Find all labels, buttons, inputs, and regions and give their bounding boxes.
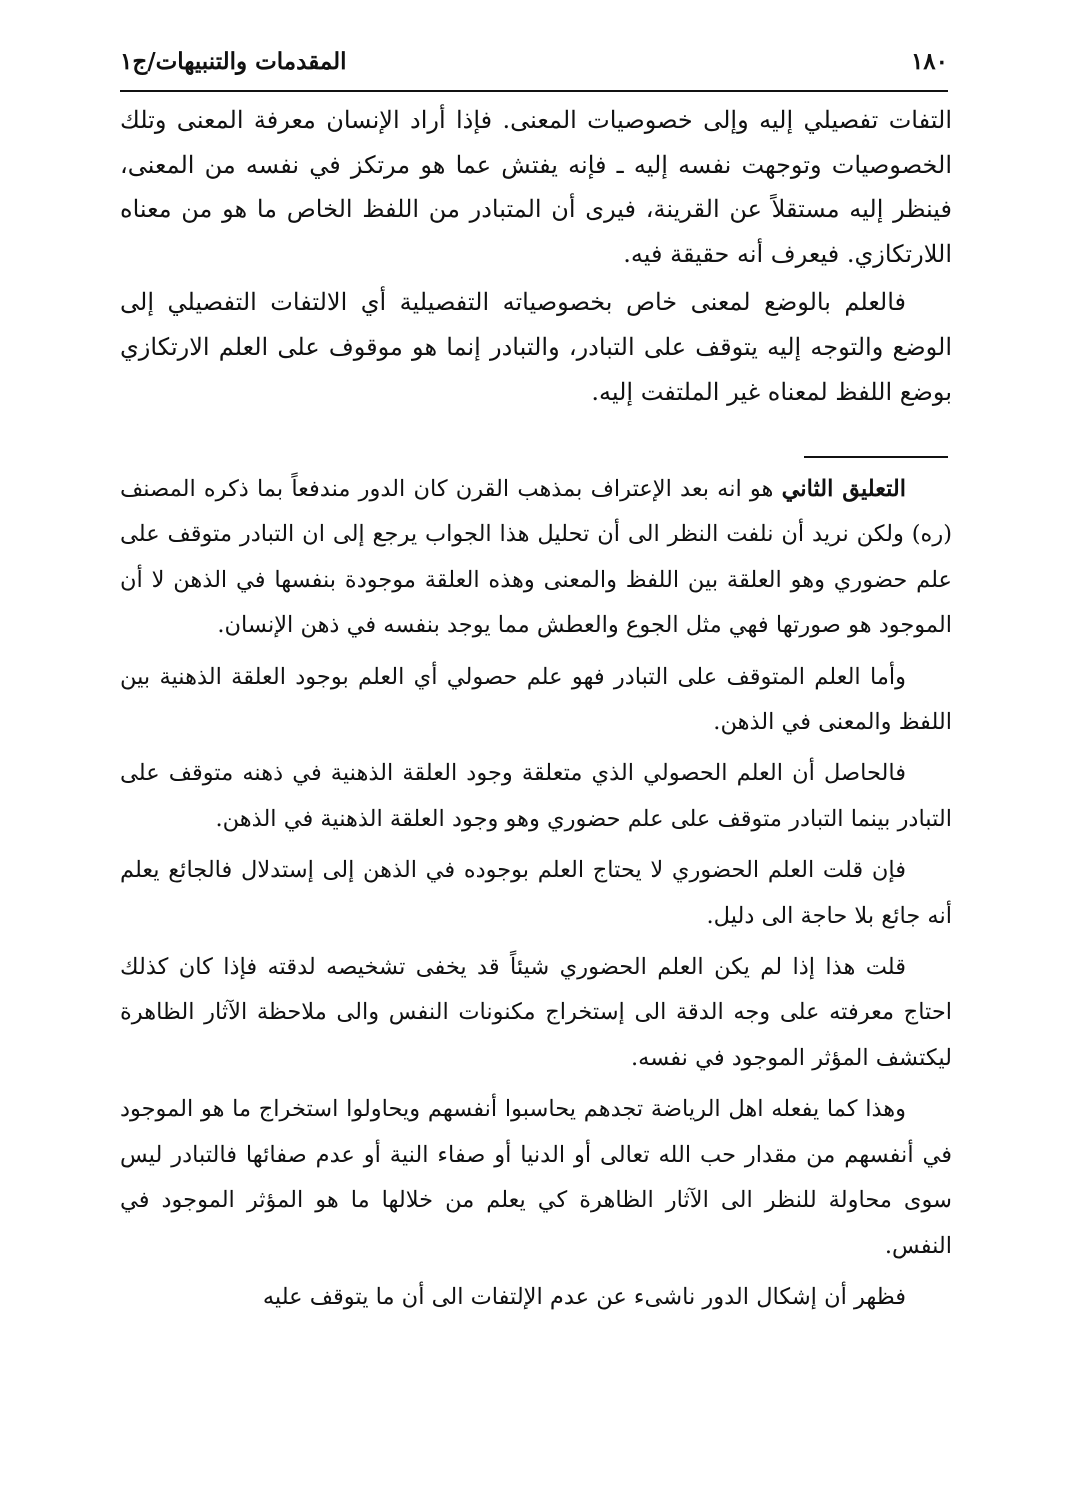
commentary-paragraph-5: قلت هذا إذا لم يكن العلم الحضوري شيئاً قد يخفى تشخيصه لدقته فإذا كان كذلك احتاج معرفته على وجه الدقة الى إستخراج مكنونات النفس والى ملاحظة الآثار الظاهرة ليكتشف المؤثر الموجود في نفسه. xyxy=(120,954,952,1071)
commentary-heading: التعليق الثاني xyxy=(781,476,906,502)
running-title: المقدمات والتنبيهات/ج١ xyxy=(120,47,347,75)
commentary-paragraph-7: فظهر أن إشكال الدور ناشىء عن عدم الإلتفات الى أن ما يتوقف عليه xyxy=(262,1283,906,1310)
main-text xyxy=(120,98,952,414)
page-header xyxy=(120,40,948,82)
commentary-paragraph-1 xyxy=(120,467,952,649)
commentary-paragraph-1-text: هو انه بعد الإعتراف بمذهب القرن كان الدور مندفعاً بما ذكره المصنف (ره) ولكن نريد أن نلفت النظر الى أن تحليل هذا الجواب يرجع إلى ان التبادر متوقف على علم حضوري وهو العلقة بين اللفظ والمعنى وهذه العلقة موجودة بنفسها في الذهن لا أن الموجود هو صورتها فهي مثل الجوع والعطش مما يوجد بنفسه في ذهن الإنسان. xyxy=(120,476,952,639)
main-paragraph-1: التفات تفصيلي إليه وإلى خصوصيات المعنى. فإذا أراد الإنسان معرفة المعنى وتلك الخصوصيات وتوجهت نفسه إليه ـ فإنه يفتش عما هو مرتكز في نفسه من المعنى، فينظر إليه مستقلاً عن القرينة، فيرى أن المتبادر من اللفظ الخاص ما هو من معناه اللارتكازي. فيعرف أنه حقيقة فيه. xyxy=(120,106,952,268)
page-number: ١٨٠ xyxy=(910,47,948,75)
commentary-paragraph-4: فإن قلت العلم الحضوري لا يحتاج العلم بوجوده في الذهن إلى إستدلال فالجائع يعلم أنه جائع بلا حاجة الى دليل. xyxy=(120,857,952,929)
commentary-paragraph-6: وهذا كما يفعله اهل الرياضة تجدهم يحاسبوا أنفسهم ويحاولوا استخراج ما هو الموجود في أنفسهم من مقدار حب الله تعالى أو الدنيا أو صفاء النية أو عدم صفائها فالتبادر ليس سوى محاولة للنظر الى الآثار الظاهرة كي يعلم من خلالها ما هو المؤثر الموجود في النفس. xyxy=(120,1096,952,1259)
main-paragraph-2: فالعلم بالوضع لمعنى خاص بخصوصياته التفصيلية أي الالتفات التفصيلي إلى الوضع والتوجه إليه يتوقف على التبادر، والتبادر إنما هو موقوف على العلم الارتكازي بوضع اللفظ لمعناه غير الملتفت إليه. xyxy=(120,288,952,406)
commentary-paragraph-2: وأما العلم المتوقف على التبادر فهو علم حصولي أي العلم بوجود العلقة الذهنية بين اللفظ والمعنى في الذهن. xyxy=(120,663,952,736)
footnote-separator xyxy=(804,456,948,458)
commentary-section xyxy=(120,467,952,1320)
header-rule xyxy=(120,90,948,92)
commentary-paragraph-3: فالحاصل أن العلم الحصولي الذي متعلقة وجود العلقة الذهنية في ذهنه متوقف على التبادر بينما التبادر متوقف على علم حضوري وهو وجود العلقة الذهنية في الذهن. xyxy=(120,760,952,832)
